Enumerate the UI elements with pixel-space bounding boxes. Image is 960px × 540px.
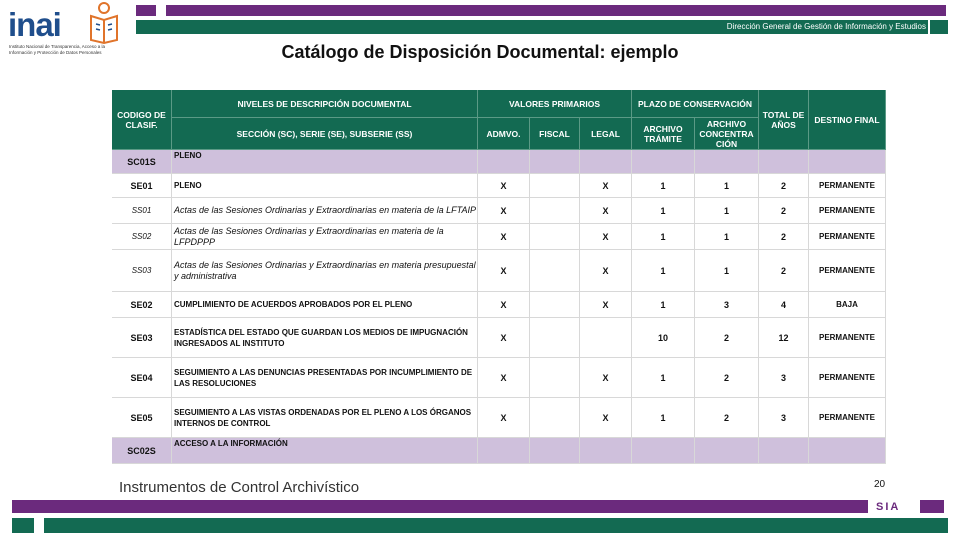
header-niveles: NIVELES DE DESCRIPCIÓN DOCUMENTAL <box>172 90 478 118</box>
cell-legal <box>580 318 632 358</box>
cell-fiscal <box>530 198 580 224</box>
cell-destino: PERMANENTE <box>809 318 886 358</box>
cell-admvo: X <box>478 318 530 358</box>
cell-legal: X <box>580 174 632 198</box>
cell-destino: PERMANENTE <box>809 250 886 292</box>
cell-fiscal <box>530 318 580 358</box>
cell-fiscal <box>530 174 580 198</box>
cell-destino <box>809 150 886 174</box>
header-archivo-concentracion: ARCHIVO CONCENTRA CIÓN <box>695 118 759 150</box>
header-archivo-tramite: ARCHIVO TRÁMITE <box>632 118 695 150</box>
cell-description: SEGUIMIENTO A LAS DENUNCIAS PRESENTADAS POR INCUMPLIMIENTO DE LAS RESOLUCIONES <box>172 358 478 398</box>
header-band-end <box>930 20 948 34</box>
cell-tramite: 1 <box>632 398 695 438</box>
cell-legal: X <box>580 398 632 438</box>
cell-tramite <box>632 438 695 464</box>
cell-destino <box>809 438 886 464</box>
header-fiscal: FISCAL <box>530 118 580 150</box>
cell-description: Actas de las Sesiones Ordinarias y Extraordinarias en materia de la LFTAIP <box>172 198 478 224</box>
cell-tramite: 1 <box>632 224 695 250</box>
disposition-catalog-table <box>112 90 886 464</box>
cell-description: Actas de las Sesiones Ordinarias y Extraordinarias en materia de la LFPDPPP <box>172 224 478 250</box>
cell-tramite: 1 <box>632 292 695 318</box>
footer-band-small <box>12 518 34 533</box>
header-total: TOTAL DE AÑOS <box>759 90 809 150</box>
header-destino: DESTINO FINAL <box>809 90 886 150</box>
cell-legal: X <box>580 198 632 224</box>
cell-total: 2 <box>759 224 809 250</box>
cell-destino: PERMANENTE <box>809 398 886 438</box>
cell-concentracion <box>695 150 759 174</box>
cell-legal: X <box>580 224 632 250</box>
logo-wordmark: inai <box>8 6 61 43</box>
header-plazo: PLAZO DE CONSERVACIÓN <box>632 90 759 118</box>
cell-admvo: X <box>478 224 530 250</box>
cell-total <box>759 438 809 464</box>
cell-legal: X <box>580 250 632 292</box>
cell-concentracion: 1 <box>695 174 759 198</box>
top-accent-bar-small <box>136 5 156 16</box>
cell-admvo: X <box>478 250 530 292</box>
cell-concentracion: 3 <box>695 292 759 318</box>
cell-total: 3 <box>759 358 809 398</box>
cell-destino: PERMANENTE <box>809 174 886 198</box>
top-accent-bar <box>166 5 946 16</box>
cell-concentracion: 1 <box>695 250 759 292</box>
cell-admvo: X <box>478 292 530 318</box>
cell-concentracion <box>695 438 759 464</box>
logo-caption: Instituto Nacional de Transparencia, Acceso a la Información y Protección de Datos Personales <box>9 44 106 55</box>
cell-legal: X <box>580 292 632 318</box>
cell-code: SC02S <box>112 438 172 464</box>
cell-code: SE03 <box>112 318 172 358</box>
cell-code: SE01 <box>112 174 172 198</box>
cell-description: PLENO <box>172 150 478 174</box>
cell-concentracion: 2 <box>695 318 759 358</box>
footer-caption: Instrumentos de Control Archivístico <box>119 479 360 496</box>
cell-fiscal <box>530 358 580 398</box>
cell-total: 2 <box>759 250 809 292</box>
footer-band <box>44 518 948 533</box>
cell-total <box>759 150 809 174</box>
footer-accent-bar-end <box>920 500 944 513</box>
cell-destino: PERMANENTE <box>809 224 886 250</box>
page-title: Catálogo de Disposición Documental: ejemplo <box>281 42 679 62</box>
cell-destino: BAJA <box>809 292 886 318</box>
cell-fiscal <box>530 438 580 464</box>
cell-tramite: 1 <box>632 250 695 292</box>
header-admvo: ADMVO. <box>478 118 530 150</box>
cell-admvo: X <box>478 198 530 224</box>
header-subtitle: Dirección General de Gestión de Información y Estudios <box>726 22 926 31</box>
cell-admvo <box>478 438 530 464</box>
cell-legal: X <box>580 358 632 398</box>
header-codigo: CODIGO DE CLASIF. <box>112 90 172 150</box>
cell-admvo: X <box>478 174 530 198</box>
cell-code: SS02 <box>112 224 172 250</box>
cell-total: 3 <box>759 398 809 438</box>
cell-fiscal <box>530 250 580 292</box>
cell-total: 12 <box>759 318 809 358</box>
cell-destino: PERMANENTE <box>809 358 886 398</box>
cell-total: 4 <box>759 292 809 318</box>
cell-legal <box>580 438 632 464</box>
cell-admvo: X <box>478 358 530 398</box>
cell-description: SEGUIMIENTO A LAS VISTAS ORDENADAS POR EL PLENO A LOS ÓRGANOS INTERNOS DE CONTROL <box>172 398 478 438</box>
page-number: 20 <box>874 479 886 490</box>
cell-tramite: 10 <box>632 318 695 358</box>
cell-admvo: X <box>478 398 530 438</box>
cell-code: SC01S <box>112 150 172 174</box>
cell-destino: PERMANENTE <box>809 198 886 224</box>
cell-fiscal <box>530 150 580 174</box>
cell-tramite <box>632 150 695 174</box>
cell-total: 2 <box>759 198 809 224</box>
cell-description: ACCESO A LA INFORMACIÓN <box>172 438 478 464</box>
cell-code: SE05 <box>112 398 172 438</box>
cell-description: ESTADÍSTICA DEL ESTADO QUE GUARDAN LOS MEDIOS DE IMPUGNACIÓN INGRESADOS AL INSTITUTO <box>172 318 478 358</box>
cell-concentracion: 2 <box>695 398 759 438</box>
header-legal: LEGAL <box>580 118 632 150</box>
header-seccion: SECCIÓN (SC), SERIE (SE), SUBSERIE (SS) <box>172 118 478 150</box>
cell-fiscal <box>530 398 580 438</box>
cell-description: PLENO <box>172 174 478 198</box>
header-valores: VALORES PRIMARIOS <box>478 90 632 118</box>
cell-code: SE04 <box>112 358 172 398</box>
cell-concentracion: 1 <box>695 198 759 224</box>
cell-description: CUMPLIMIENTO DE ACUERDOS APROBADOS POR EL PLENO <box>172 292 478 318</box>
cell-tramite: 1 <box>632 198 695 224</box>
cell-legal <box>580 150 632 174</box>
cell-description: Actas de las Sesiones Ordinarias y Extraordinarias en materia presupuestal y administrativa <box>172 250 478 292</box>
cell-code: SE02 <box>112 292 172 318</box>
cell-tramite: 1 <box>632 174 695 198</box>
cell-admvo <box>478 150 530 174</box>
cell-concentracion: 1 <box>695 224 759 250</box>
cell-code: SS01 <box>112 198 172 224</box>
cell-total: 2 <box>759 174 809 198</box>
footer-accent-bar <box>12 500 868 513</box>
cell-tramite: 1 <box>632 358 695 398</box>
cell-fiscal <box>530 292 580 318</box>
cell-code: SS03 <box>112 250 172 292</box>
cell-concentracion: 2 <box>695 358 759 398</box>
cell-fiscal <box>530 224 580 250</box>
footer-brand: SIA <box>876 501 901 513</box>
